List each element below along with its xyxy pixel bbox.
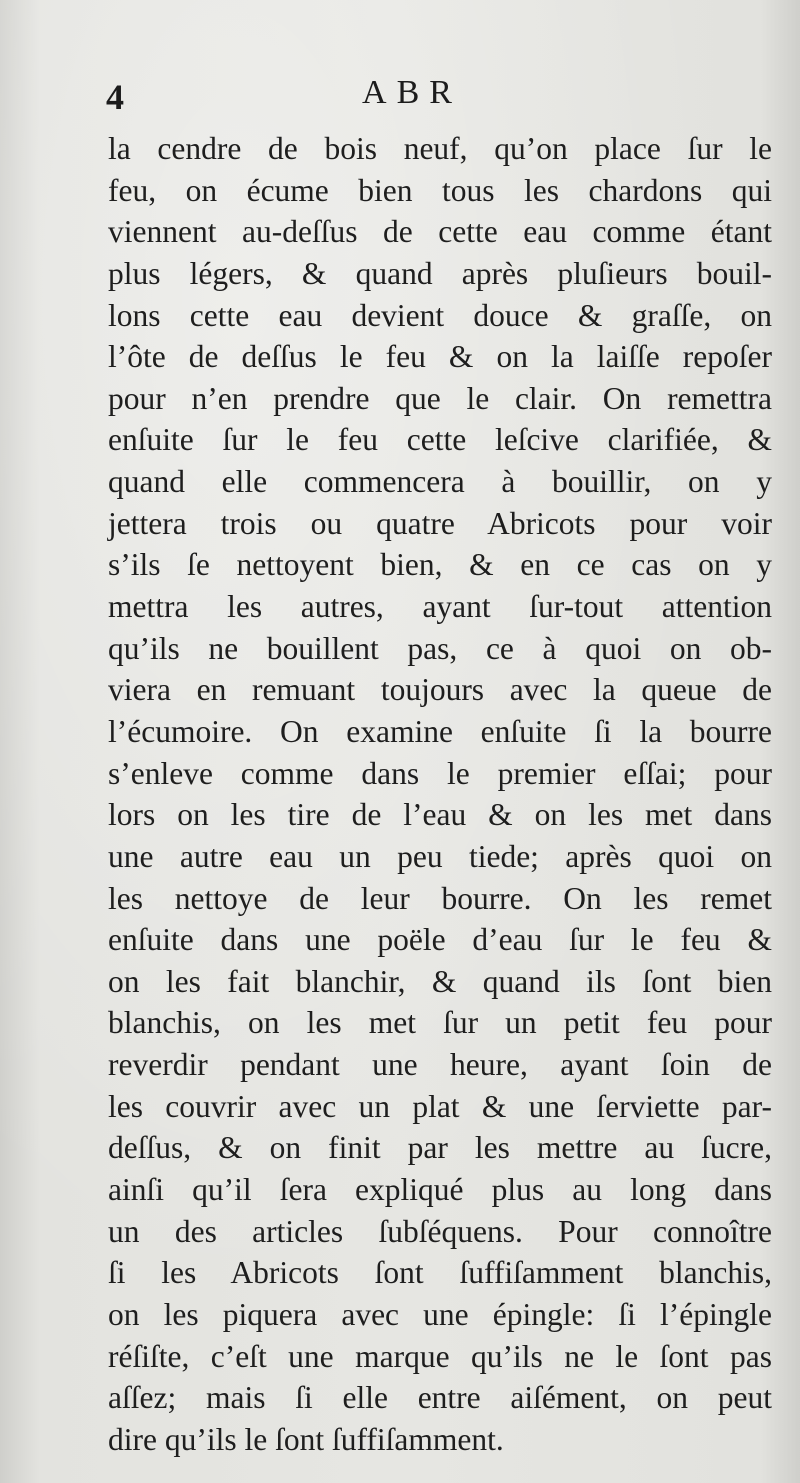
text-line: enſuite ſur le feu cette leſcive clarifiée, & (108, 422, 772, 458)
text-line: s’enleve comme dans le premier eſſai; pour (108, 755, 772, 791)
running-head (0, 70, 800, 122)
text-line: aſſez; mais ſi elle entre aiſément, on peut (108, 1380, 772, 1416)
text-line: la cendre de bois neuf, qu’on place ſur le (108, 131, 772, 166)
text-line: réſiſte, c’eſt une marque qu’ils ne le ſont pas (108, 1338, 772, 1374)
text-line: feu, on écume bien tous les chardons qui (108, 172, 772, 208)
text-line: dire qu’ils le ſont ſuffiſamment. (108, 1421, 504, 1457)
body-text (108, 128, 772, 1461)
text-line: quand elle commencera à bouillir, on y (108, 464, 772, 500)
text-line: viennent au-deſſus de cette eau comme étant (108, 214, 772, 250)
text-line: enſuite dans une poële d’eau ſur le feu & (108, 922, 772, 958)
text-line: on les piquera avec une épingle: ſi l’épingle (108, 1296, 772, 1332)
text-line: viera en remuant toujours avec la queue de (108, 672, 772, 708)
text-line: pour n’en prendre que le clair. On remettra (108, 380, 772, 416)
text-line: deſſus, & on finit par les mettre au ſucre, (108, 1130, 772, 1166)
text-line: un des articles ſubſéquens. Pour connoître (108, 1213, 772, 1249)
text-line: plus légers, & quand après pluſieurs bouil- (108, 255, 772, 291)
running-title: ABR (362, 74, 462, 111)
text-line: blanchis, on les met ſur un petit feu pour (108, 1005, 772, 1041)
text-line: reverdir pendant une heure, ayant ſoin de (108, 1047, 772, 1083)
text-line: ainſi qu’il ſera expliqué plus au long dans (108, 1172, 772, 1208)
text-line: les couvrir avec un plat & une ſerviette par- (108, 1088, 772, 1124)
text-line: les nettoye de leur bourre. On les remet (108, 880, 772, 916)
text-line: mettra les autres, ayant ſur-tout attention (108, 589, 772, 625)
text-line: qu’ils ne bouillent pas, ce à quoi on ob- (108, 630, 772, 666)
text-line: s’ils ſe nettoyent bien, & en ce cas on y (108, 547, 772, 583)
text-line: l’écumoire. On examine enſuite ſi la bourre (108, 713, 772, 749)
text-line: lors on les tire de l’eau & on les met dans (108, 797, 772, 833)
text-line: jettera trois ou quatre Abricots pour voir (108, 505, 772, 541)
text-line: une autre eau un peu tiede; après quoi on (108, 838, 772, 874)
text-line: l’ôte de deſſus le feu & on la laiſſe repoſer (108, 339, 772, 375)
text-line: ſi les Abricots ſont ſuffiſamment blanchis, (108, 1255, 772, 1291)
text-line: on les fait blanchir, & quand ils ſont bien (108, 963, 772, 999)
text-line: lons cette eau devient douce & graſſe, on (108, 297, 772, 333)
page-number: 4 (106, 77, 124, 117)
